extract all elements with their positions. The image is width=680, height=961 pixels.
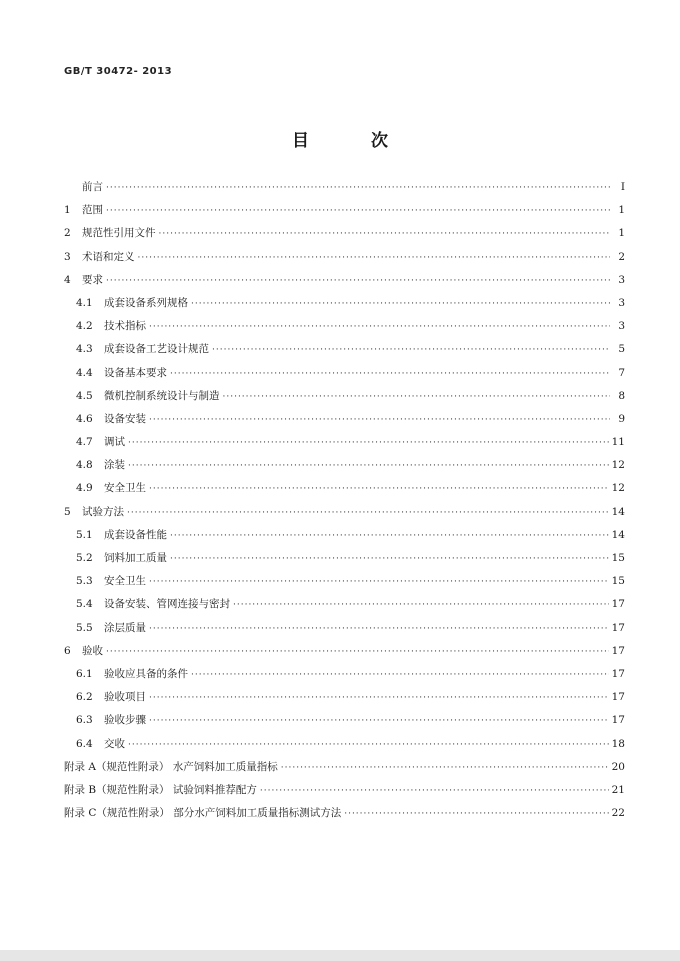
toc-entry-page: 15: [611, 575, 625, 588]
toc-entry[interactable]: [64, 644, 625, 667]
toc-entry-page: 11: [611, 436, 625, 449]
toc-entry-page: 5: [618, 343, 625, 356]
toc-entry-label: 调试: [104, 436, 125, 449]
toc-entry[interactable]: [64, 389, 625, 412]
toc-entry[interactable]: [64, 574, 625, 597]
toc-entry-label: 术语和定义: [82, 250, 135, 263]
toc-entry-number: 4.7: [76, 436, 93, 449]
toc-leader-dots: [281, 761, 609, 775]
toc-entry[interactable]: [64, 667, 625, 690]
toc-entry-label: 涂层质量: [104, 621, 146, 634]
toc-entry[interactable]: [64, 481, 625, 504]
toc-leader-dots: [149, 691, 609, 705]
toc-entry-page: 17: [611, 714, 625, 727]
toc-entry[interactable]: [64, 505, 625, 528]
toc-entry-number: 5.2: [76, 552, 93, 564]
toc-entry-page: 3: [618, 273, 625, 286]
toc-entry-page: 15: [611, 552, 625, 564]
toc-entry-label: 试验方法: [82, 505, 124, 518]
toc-leader-dots: [170, 552, 609, 566]
toc-entry-page: 1: [618, 204, 625, 217]
toc-entry[interactable]: [64, 551, 625, 574]
toc-entry-label: 设备安装: [104, 412, 146, 425]
toc-entry-number: 3: [64, 250, 71, 263]
toc-entry-label: 安全卫生: [104, 482, 146, 495]
toc-entry-page: 3: [618, 320, 625, 333]
toc-leader-dots: [260, 784, 609, 798]
toc-entry-label: 微机控制系统设计与制造: [104, 389, 220, 402]
toc-entry[interactable]: [64, 250, 625, 273]
toc-entry[interactable]: [64, 296, 625, 319]
toc-entry-page: 17: [611, 598, 625, 611]
toc-entry-label: 成套设备工艺设计规范: [104, 343, 209, 356]
toc-entry-page: 14: [611, 505, 625, 518]
toc-entry-label: 涂装: [104, 459, 125, 472]
toc-entry[interactable]: [64, 412, 625, 435]
toc-entry-number: 4.8: [76, 459, 93, 472]
toc-entry-number: 4.1: [76, 296, 93, 309]
toc-leader-dots: [149, 320, 610, 334]
toc-entry-page: Ⅰ: [620, 181, 625, 193]
toc-entry-label: 附录 A（规范性附录） 水产饲料加工质量指标: [64, 760, 278, 773]
toc-entry[interactable]: [64, 806, 625, 829]
toc-entry-label: 交收: [104, 737, 125, 750]
toc-entry-page: 18: [611, 737, 625, 750]
toc-entry-page: 21: [611, 783, 625, 796]
toc-entry-number: 6.3: [76, 714, 93, 727]
toc-entry-label: 验收应具备的条件: [104, 667, 188, 680]
toc-entry-label: 成套设备性能: [104, 528, 167, 541]
toc-entry-label: 设备基本要求: [104, 366, 167, 379]
toc-entry-page: 3: [618, 296, 625, 309]
toc-leader-dots: [127, 506, 609, 520]
toc-entry-number: 1: [64, 204, 71, 217]
toc-entry-label: 安全卫生: [104, 575, 146, 588]
toc-leader-dots: [149, 482, 609, 496]
toc-leader-dots: [138, 251, 611, 265]
toc-entry-page: 9: [618, 412, 625, 425]
toc-leader-dots: [344, 807, 608, 821]
toc-entry-page: 17: [611, 621, 625, 634]
toc-leader-dots: [149, 714, 609, 728]
toc-entry-page: 1: [618, 227, 625, 240]
toc-entry[interactable]: [64, 597, 625, 620]
toc-entry-label: 前言: [82, 181, 103, 193]
toc-entry-label: 验收: [82, 644, 103, 657]
toc-entry-page: 14: [611, 528, 625, 541]
page-bottom-bar: [0, 950, 680, 961]
toc-leader-dots: [106, 204, 610, 218]
toc-entry-label: 成套设备系列规格: [104, 296, 188, 309]
toc-entry[interactable]: [64, 319, 625, 342]
toc-entry-label: 范围: [82, 204, 103, 217]
toc-entry-page: 12: [611, 482, 625, 495]
toc-leader-dots: [106, 181, 610, 195]
toc-entry-number: 4.4: [76, 366, 93, 379]
standard-code: GB/T 30472- 2013: [64, 66, 173, 77]
toc-leader-dots: [191, 297, 610, 311]
toc-leader-dots: [128, 738, 609, 752]
toc-leader-dots: [128, 436, 609, 450]
toc-entry[interactable]: [64, 366, 625, 389]
toc-entry[interactable]: [64, 783, 625, 806]
toc-entry[interactable]: [64, 273, 625, 296]
toc-entry[interactable]: [64, 435, 625, 458]
toc-entry-label: 验收项目: [104, 691, 146, 704]
toc-entry-page: 17: [611, 667, 625, 680]
toc-entry-label: 技术指标: [104, 320, 146, 333]
toc-entry[interactable]: [64, 528, 625, 551]
toc-entry-number: 6.2: [76, 691, 93, 704]
toc-entry-number: 4.2: [76, 320, 93, 333]
toc-leader-dots: [159, 227, 611, 241]
toc-leader-dots: [223, 390, 611, 404]
toc-entry-label: 设备安装、管网连接与密封: [104, 598, 230, 611]
page-title: 目 次: [292, 131, 416, 151]
toc-leader-dots: [149, 622, 609, 636]
toc-leader-dots: [106, 645, 609, 659]
toc-leader-dots: [106, 274, 610, 288]
toc-entry-number: 5.1: [76, 528, 93, 541]
toc-entry-page: 17: [611, 644, 625, 657]
table-of-contents: [64, 180, 625, 829]
toc-leader-dots: [170, 529, 609, 543]
toc-entry-label: 饲料加工质量: [104, 552, 167, 564]
toc-entry[interactable]: [64, 180, 625, 203]
toc-entry-number: 2: [64, 227, 71, 240]
toc-entry-label: 附录 B（规范性附录） 试验饲料推荐配方: [64, 783, 257, 796]
toc-entry-page: 20: [611, 760, 625, 773]
toc-entry-label: 要求: [82, 273, 103, 286]
toc-entry-page: 8: [618, 389, 625, 402]
toc-entry-number: 4.3: [76, 343, 93, 356]
toc-entry[interactable]: [64, 713, 625, 736]
toc-entry-label: 规范性引用文件: [82, 227, 156, 240]
toc-entry-number: 5.4: [76, 598, 93, 611]
toc-entry-number: 4: [64, 273, 71, 286]
toc-entry[interactable]: [64, 760, 625, 783]
toc-entry-page: 22: [611, 807, 625, 820]
toc-entry-number: 6: [64, 644, 71, 657]
toc-entry-label: 附录 C（规范性附录） 部分水产饲料加工质量指标测试方法: [64, 807, 342, 820]
toc-entry-number: 5: [64, 505, 71, 518]
toc-entry-number: 4.9: [76, 482, 93, 495]
toc-entry-page: 7: [618, 366, 625, 379]
toc-entry[interactable]: [64, 621, 625, 644]
toc-entry[interactable]: [64, 226, 625, 249]
toc-leader-dots: [233, 598, 609, 612]
toc-entry[interactable]: [64, 342, 625, 365]
toc-entry-number: 4.6: [76, 412, 93, 425]
toc-entry-label: 验收步骤: [104, 714, 146, 727]
toc-entry[interactable]: [64, 690, 625, 713]
toc-leader-dots: [149, 413, 610, 427]
toc-leader-dots: [128, 459, 609, 473]
toc-leader-dots: [149, 575, 609, 589]
toc-leader-dots: [170, 367, 610, 381]
toc-entry-number: 5.3: [76, 575, 93, 588]
toc-entry-number: 5.5: [76, 621, 93, 634]
toc-entry-page: 2: [618, 250, 625, 263]
toc-entry-number: 6.4: [76, 737, 93, 750]
toc-entry[interactable]: [64, 203, 625, 226]
toc-entry-page: 12: [611, 459, 625, 472]
toc-entry[interactable]: [64, 737, 625, 760]
toc-leader-dots: [212, 343, 610, 357]
toc-entry-page: 17: [611, 691, 625, 704]
toc-entry[interactable]: [64, 458, 625, 481]
toc-entry-number: 6.1: [76, 667, 93, 680]
toc-leader-dots: [191, 668, 609, 682]
toc-entry-number: 4.5: [76, 389, 93, 402]
